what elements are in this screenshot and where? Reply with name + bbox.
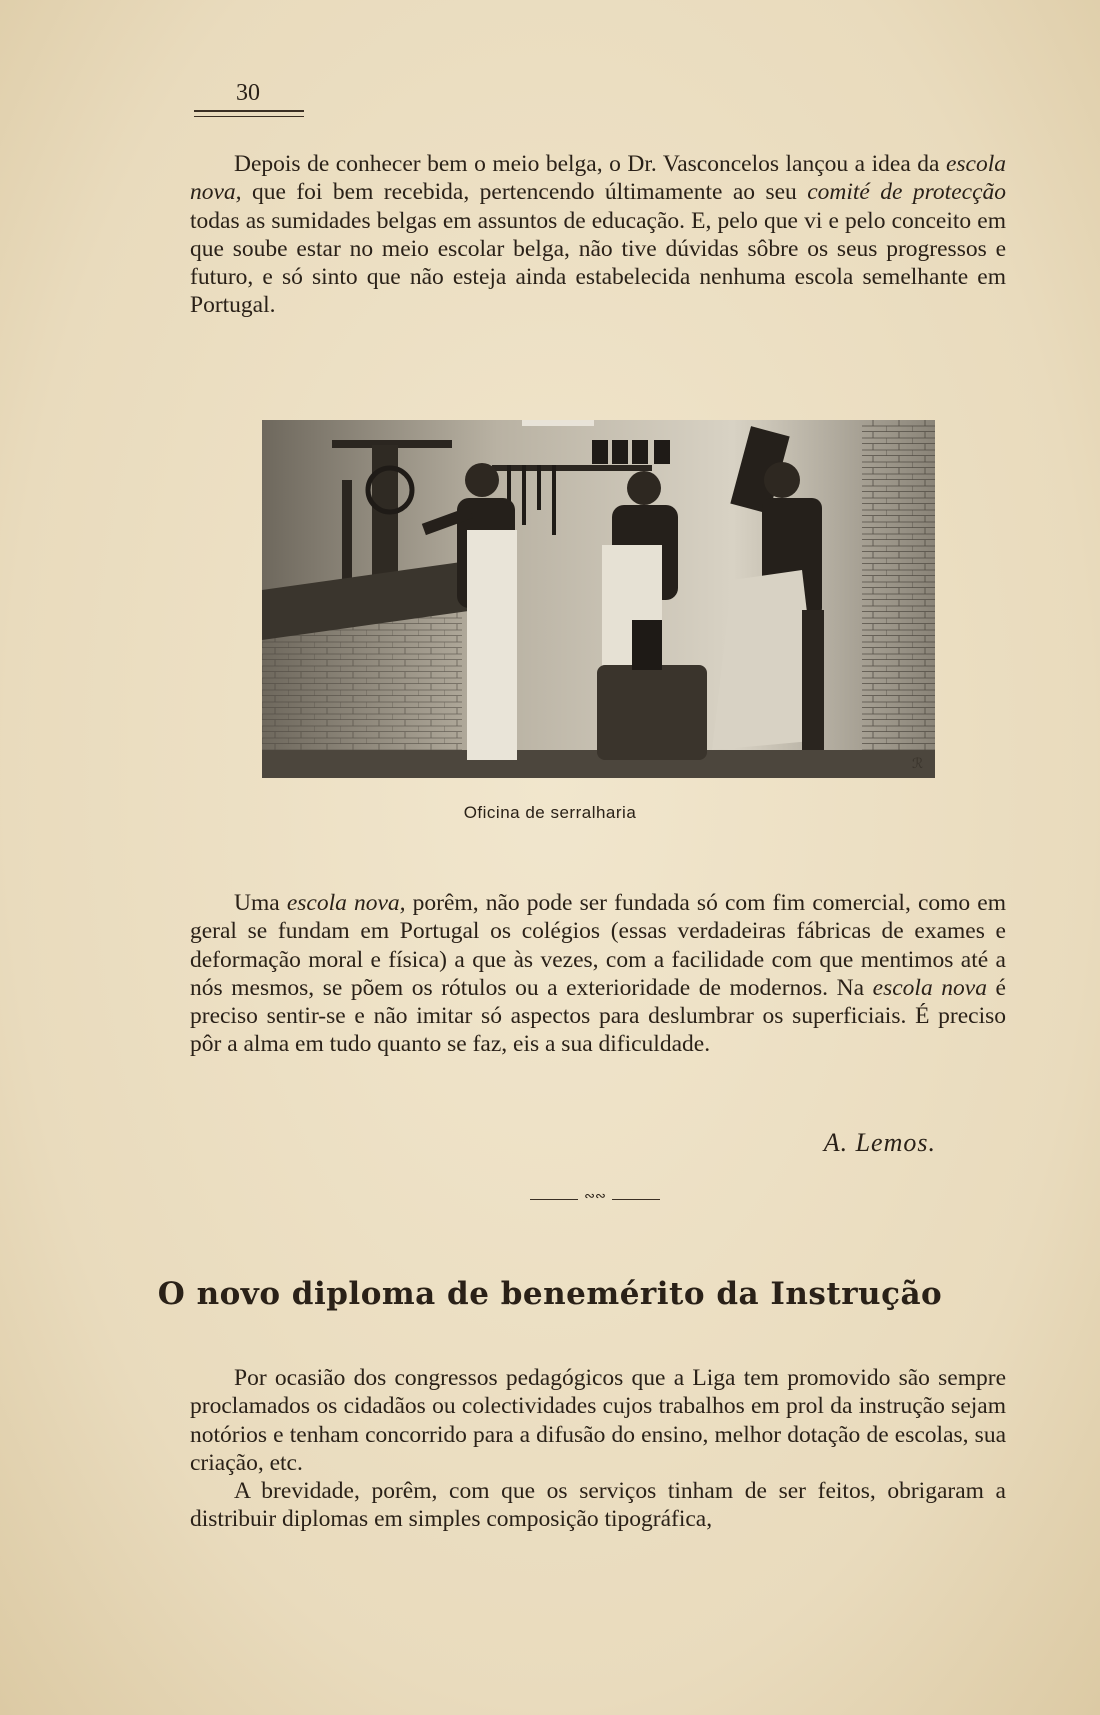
- photo-caption: Oficina de serralharia: [463, 803, 637, 822]
- text-run: todas as sumidades belgas em assuntos de educação. E, pelo que vi e pelo conceito em que soube estar no meio escolar belga, não tive dúvidas sôbre os seus progressos e futuro, e só sinto que não esteja ainda estabelecida nenhuma escola semelhante em Portugal.: [190, 207, 1006, 319]
- text-run: Depois de conhecer bem o meio belga, o Dr. Vasconcelos lançou a idea da: [234, 151, 946, 177]
- divider-flourish-icon: ∾∾: [584, 1189, 606, 1204]
- paragraph-escola-nova-belga: [190, 150, 1006, 320]
- author-signature: A. Lemos.: [823, 1128, 936, 1157]
- text-run: é preciso sentir-se e não imitar só aspectos para deslumbrar os superficiais. É preciso pôr a alma em tudo quanto se faz, eis a sua dificuldade.: [190, 974, 1006, 1058]
- workshop-photo: [262, 420, 935, 778]
- text-run: que foi bem recebida, pertencendo últimamente ao seu: [241, 179, 808, 206]
- italic-run: escola nova: [872, 974, 987, 1001]
- workshop-illustration: [262, 420, 935, 778]
- page-number: 30: [236, 80, 260, 106]
- divider-line: [530, 1199, 578, 1200]
- paragraph-diploma-second: A brevidade, porêm, com que os serviços tinham de ser feitos, obrigaram a distribuir diplomas em simples composição tipográfica,: [190, 1478, 1006, 1533]
- section-title: O novo diploma de benemérito da Instrução: [157, 1276, 943, 1312]
- text-run: porêm, não pode ser fundada só com fim comercial, como em geral se fundam em Portugal os colégios (essas verdadeiras fábricas de exames e deformação moral e física) a que às vezes, com a facilidade com que mentimos até a nós mesmos, se põem os rótulos ou a exterioridade de modernos. Na: [190, 890, 1007, 1001]
- header-rule-thin: [194, 116, 304, 117]
- section-divider-ornament: [530, 1189, 660, 1207]
- header-rule: [194, 110, 304, 112]
- italic-run: comité de protecção: [807, 179, 1006, 206]
- paragraph-diploma-first: Por ocasião dos congressos pedagógicos que a Liga tem promovido são sempre proclamados os cidadãos ou colectividades cujos trabalhos em prol da instrução sejam notórios e tenham concorrido para a difusão do ensino, melhor dotação de escolas, sua criação, etc.: [190, 1365, 1006, 1476]
- italic-run: escola nova,: [190, 151, 1006, 206]
- paragraph-diploma: [190, 1364, 1006, 1534]
- paragraph-escola-nova-portugal: [190, 889, 1006, 1059]
- text-run: Uma: [234, 890, 287, 916]
- italic-run: escola nova,: [286, 890, 406, 916]
- divider-line: [612, 1199, 660, 1200]
- svg-text:ℛ: ℛ: [912, 756, 924, 772]
